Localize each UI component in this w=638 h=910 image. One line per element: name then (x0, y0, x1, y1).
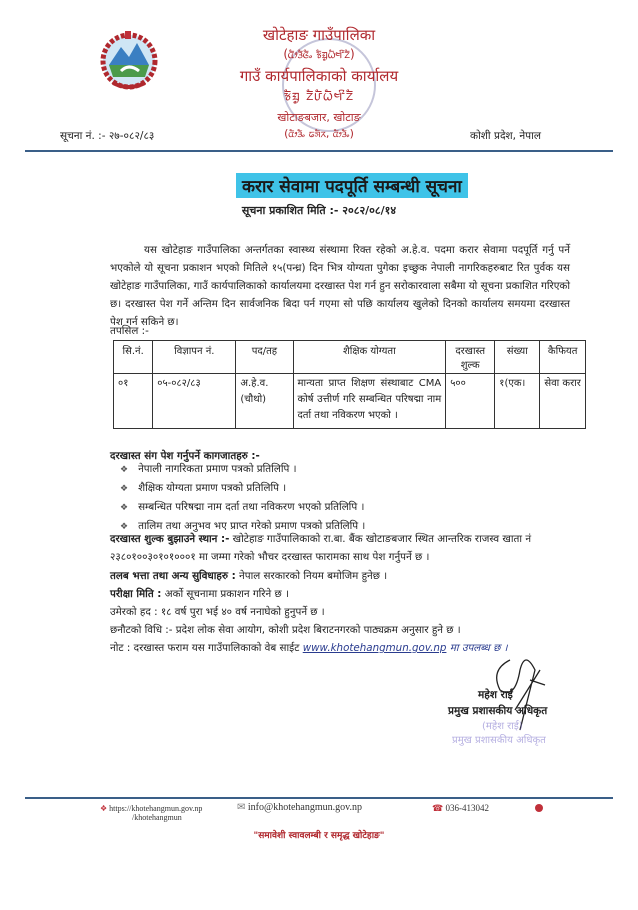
list-item: ❖ तालिम तथा अनुभव भए प्राप्त गरेको प्रमाण पत्रको प्रतिलिपि । (120, 517, 365, 536)
signatory-name: महेश राई (478, 689, 513, 701)
col-post-level: पद/तह (236, 341, 293, 374)
note-suffix: मा उपलब्ध छ । (449, 642, 508, 654)
list-item: ❖ शैक्षिक योग्यता प्रमाण पत्रको प्रतिलिपि । (120, 479, 365, 498)
age-info (110, 603, 585, 621)
cell-count: १(एक। (495, 374, 540, 429)
municipality-name-limbu: (ᤂᤥᤋᤠᤜᤠᤱ ᤃᤠᤀᤢᤐᤠᤗᤡᤁᤠ) (283, 47, 355, 61)
vacancy-table (113, 340, 586, 429)
phone-number: 036-413042 (445, 803, 489, 813)
details-label: तपसिल :- (110, 325, 149, 337)
office-location: खोटाङबजार, खोटाङ (277, 111, 361, 124)
selection-text: प्रदेश लोक सेवा आयोग, कोशी प्रदेश बिराटनगरको पाठ्यक्रम अनुसार हुने छ । (175, 624, 461, 636)
notice-number: सूचना नं. :- २७-०८२/८३ (60, 130, 155, 142)
office-name-limbu: ᤃᤠᤀᤢ ᤁᤠᤙᤠᤐᤠᤗᤡᤁᤠ (283, 86, 355, 104)
footer-website[interactable] (100, 804, 202, 822)
website-line2[interactable]: /khotehangmun (132, 813, 182, 822)
cell-serial: ०१ (114, 374, 153, 429)
fee-payment-info (110, 530, 585, 566)
exam-label: परीक्षा मिति : (110, 588, 162, 600)
municipality-name: खोटेहाङ गाउँपालिका (262, 26, 376, 44)
salary-text: नेपाल सरकारको नियम बमोजिम हुनेछ । (239, 570, 388, 582)
list-item: ❖ नेपाली नागरिकता प्रमाण पत्रको प्रतिलिपि । (120, 460, 365, 479)
note-text: दरखास्त फराम यस गाउँपालिकाको वेब साईट (133, 642, 300, 654)
col-remarks: कैफियत (540, 341, 586, 374)
age-text: १८ वर्ष पुरा भई ४० वर्ष ननाघेको हुनुपर्ने छ । (160, 606, 325, 618)
cell-remarks: सेवा करार (540, 374, 586, 429)
fee-label: दरखास्त शुल्क बुझाउने स्थान :- (110, 533, 230, 545)
notice-title: करार सेवामा पदपूर्ति सम्बन्धी सूचना (236, 173, 468, 198)
signature-stamp (452, 718, 546, 746)
selection-label: छनौटको विधि :- (110, 624, 173, 636)
exam-text: अर्को सूचनामा प्रकाशन गरिने छ । (164, 588, 289, 600)
globe-icon: ❖ (100, 804, 108, 813)
published-date: सूचना प्रकाशित मिति :- २०८२/०८/१४ (241, 204, 397, 217)
cell-ad-number: ०५-०८२/८३ (153, 374, 236, 429)
signatory-title: प्रमुख प्रशासकीय अधिकृत (448, 705, 548, 717)
footer-divider (25, 797, 613, 799)
province-label: कोशी प्रदेश, नेपाल (470, 130, 541, 142)
website-link[interactable]: www.khotehangmun.gov.np (302, 642, 447, 654)
header-divider (25, 150, 613, 152)
col-count: संख्या (495, 341, 540, 374)
notice-body: यस खोटेहाङ गाउँपालिका अन्तर्गतका स्वास्थ्य संस्थामा रिक्त रहेको अ.हे.व. पदमा करार सेवामा पदपूर्ति गर्नु पर्ने भएकोले यो सूचना प्रकाशन भएको मितिले १५(पन्ध्र) दिन भित्र योग्यता पुगेका इच्छुक नेपाली नागरिकहरुबाट रित पुर्वक यस खोटेहाङ गाउँपालिका, गाउँ कार्यपालिकाको कार्यालयमा दरखास्त पेश गर्न हुन सरोकारवाला सबैमा यो सूचना प्रकाशित गरिएको छ। दरखास्त पेश गर्ने अन्तिम दिन सार्वजनिक बिदा पर्न गएमा सो पछि कार्यालय खुलेको दिनको कार्यालय समयमा दरखास्त पेश गर्न सकिने छ। (110, 244, 570, 328)
documents-list (120, 460, 365, 536)
col-serial: सि.नं. (114, 341, 153, 374)
salary-info (110, 567, 585, 585)
stamp-name: (महेश राई) (482, 721, 523, 732)
note-label: नोट : (110, 642, 131, 654)
salary-label: तलब भत्ता तथा अन्य सुविधाहरु : (110, 570, 236, 582)
phone-icon: ☎ (432, 803, 444, 813)
cell-fee: ५०० (446, 374, 495, 429)
col-ad-number: विज्ञापन नं. (153, 341, 236, 374)
cell-qualification: मान्यता प्राप्त शिक्षण संस्थाबाट CMA कोर्ष उत्तीर्ण गरि सम्बन्धित परिषद्मा नाम दर्ता तथा नविकरण भएको । (293, 374, 446, 429)
col-qualification: शैक्षिक योग्यता (293, 341, 446, 374)
col-fee: दरखास्त शुल्क (446, 341, 495, 374)
documents-heading: दरखास्त संग पेश गर्नुपर्ने कागजातहरु :- (110, 450, 260, 462)
email-address[interactable]: info@khotehangmun.gov.np (247, 802, 362, 813)
fee-text: खोटेहाङ गाउँपालिकाको रा.बा. बैंक खोटाङबजार स्थित आन्तरिक राजस्व खाता नं २३८०१००३०१०१०००१ मा जम्मा गरेको भौचर दरखास्त फारामका साथ पेश गर्नुपर्ने छ । (110, 533, 532, 563)
social-icon[interactable] (535, 804, 543, 812)
office-location-limbu: (ᤂᤥᤋᤠᤱ ᤒᤈᤠᤖ, ᤂᤥᤋᤠᤱ) (284, 127, 354, 140)
list-item: ❖ सम्बन्धित परिषद्मा नाम दर्ता तथा नविकरण भएको प्रतिलिपि । (120, 498, 365, 517)
selection-info (110, 621, 585, 639)
mail-icon: ✉ (237, 802, 246, 813)
age-label: उमेरको हद : (110, 606, 158, 618)
website-line1[interactable]: https://khotehangmun.gov.np (109, 804, 203, 813)
footer-motto: "समावेशी स्वावलम्बी र समृद्ध खोटेहाङ" (253, 831, 385, 841)
stamp-title: प्रमुख प्रशासकीय अधिकृत (452, 735, 546, 746)
exam-info (110, 585, 585, 603)
footer-phone (432, 803, 489, 814)
office-name: गाउँ कार्यपालिकाको कार्यालय (239, 67, 399, 85)
table-header-row (114, 341, 586, 374)
footer-email[interactable] (237, 802, 362, 813)
table-row (114, 374, 586, 429)
cell-post-level: अ.हे.व. (चौथो) (236, 374, 293, 429)
